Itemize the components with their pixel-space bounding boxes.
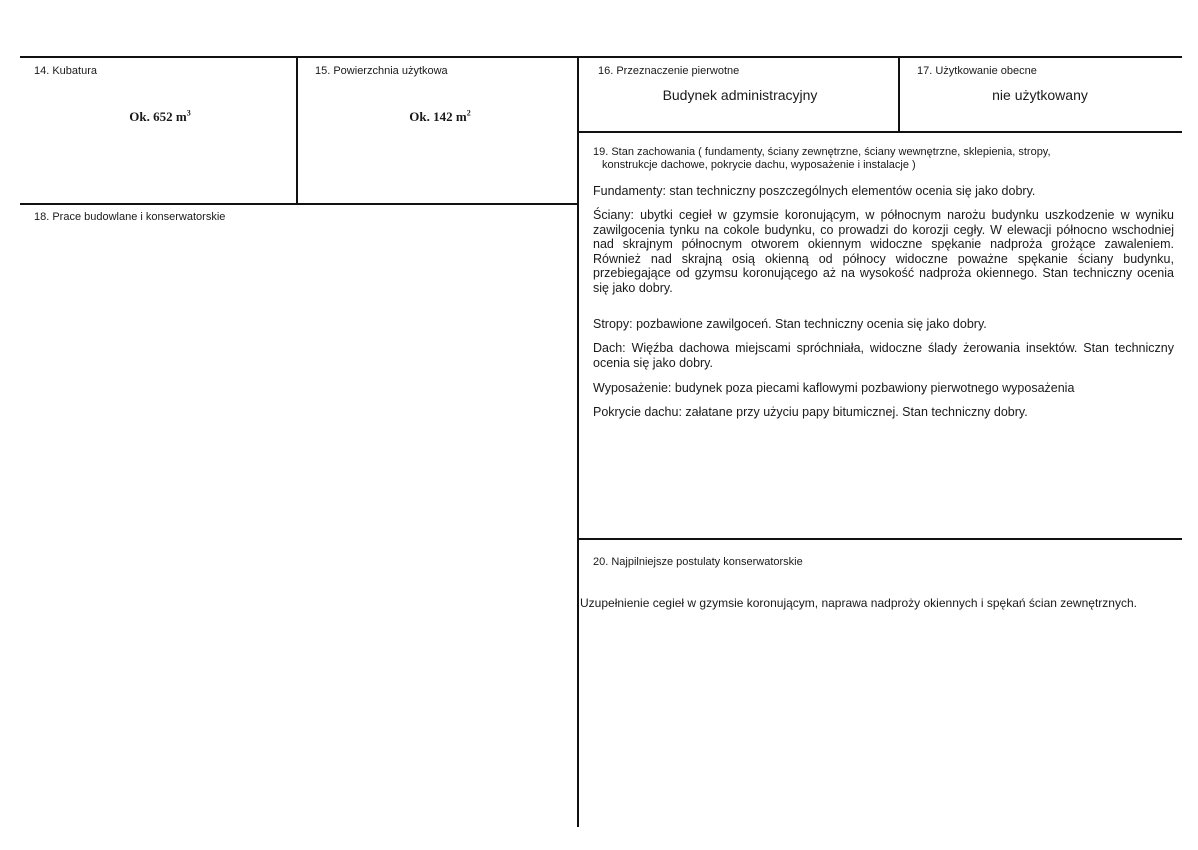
stan-dach: Dach: Więźba dachowa miejscami spróchniała, widoczne ślady żerowania insektów. Stan techniczny ocenia się jako dobry. bbox=[593, 341, 1174, 370]
postulaty-text: Uzupełnienie cegieł w gzymsie koronującym, naprawa nadproży okiennych i spękań ścian zewnętrznych. bbox=[580, 596, 1137, 610]
kubatura-value bbox=[40, 109, 280, 125]
stan-label-line1: 19. Stan zachowania ( fundamenty, ściany zewnętrzne, ściany wewnętrzne, sklepienia, stropy, bbox=[593, 146, 1051, 158]
divider-left-right bbox=[577, 57, 579, 827]
border-above-20 bbox=[578, 538, 1182, 540]
stan-stropy: Stropy: pozbawione zawilgoceń. Stan techniczny ocenia się jako dobry. bbox=[593, 317, 987, 331]
stan-sciany: Ściany: ubytki cegieł w gzymsie koronującym, w północnym narożu budynku uszkodzenie w wyniku zawilgocenia tynku na cokole budynku, co prowadzi do korozji cegły. W elewacji północno wschodniej nad skrajnym północnym otworem okiennym widoczne spękanie nadproża grożące zawaleniem. Również nad skrajną osią okienną od północy widoczne poważne spękanie ściany budynku, przebiegające od gzymsu koronującego aż na wysokość nadproża okiennego. Stan techniczny ocenia się jako dobry. bbox=[593, 208, 1174, 295]
przeznaczenie-label: 16. Przeznaczenie pierwotne bbox=[598, 65, 740, 77]
powierzchnia-label: 15. Powierzchnia użytkowa bbox=[315, 65, 448, 77]
divider-16-17 bbox=[898, 57, 900, 131]
przeznaczenie-value: Budynek administracyjny bbox=[662, 87, 818, 103]
uzytkowanie-label: 17. Użytkowanie obecne bbox=[917, 65, 1037, 77]
border-under-14-15 bbox=[20, 203, 578, 205]
prace-label: 18. Prace budowlane i konserwatorskie bbox=[34, 211, 226, 223]
stan-label-line2: konstrukcje dachowe, pokrycie dachu, wyposażenie i instalacje ) bbox=[602, 159, 916, 171]
stan-pokrycie: Pokrycie dachu: załatane przy użyciu papy bitumicznej. Stan techniczny dobry. bbox=[593, 405, 1028, 419]
stan-wyposazenie: Wyposażenie: budynek poza piecami kaflowymi pozbawiony pierwotnego wyposażenia bbox=[593, 381, 1075, 395]
uzytkowanie-value: nie użytkowany bbox=[992, 87, 1088, 103]
powierzchnia-unit-sup: 2 bbox=[466, 108, 471, 118]
postulaty-label: 20. Najpilniejsze postulaty konserwatorskie bbox=[593, 556, 803, 568]
stan-fundamenty: Fundamenty: stan techniczny poszczególnych elementów ocenia się jako dobry. bbox=[593, 184, 1036, 198]
kubatura-unit-sup: 3 bbox=[186, 108, 191, 118]
kubatura-label: 14. Kubatura bbox=[34, 65, 97, 77]
kubatura-number: Ok. 652 m bbox=[129, 109, 187, 124]
powierzchnia-value bbox=[320, 109, 560, 125]
powierzchnia-number: Ok. 142 m bbox=[409, 109, 467, 124]
top-border bbox=[20, 56, 1182, 58]
border-under-16-17 bbox=[578, 131, 1182, 133]
divider-14-15 bbox=[296, 57, 298, 204]
